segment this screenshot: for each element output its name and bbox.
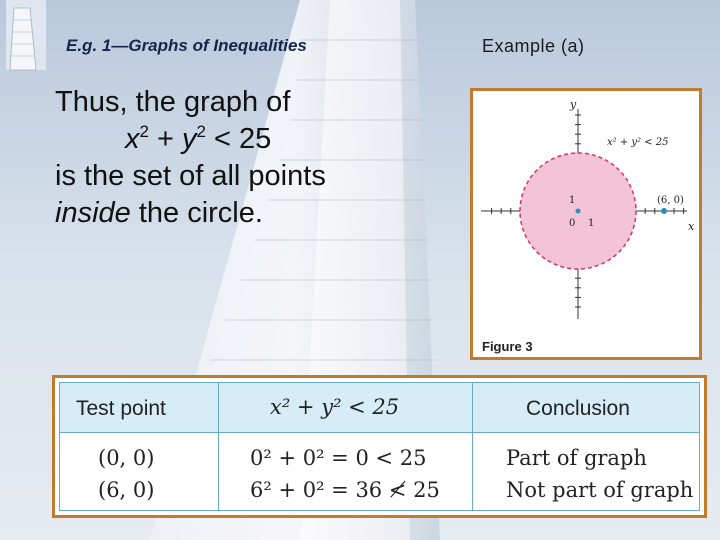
x-tick-1: 1	[588, 218, 595, 229]
eq-plus: +	[148, 123, 183, 155]
test-point-6-0	[661, 208, 667, 214]
body-text	[55, 84, 326, 232]
origin-point	[576, 209, 581, 214]
column-divider-1	[218, 383, 219, 510]
eq-tail: < 25	[206, 123, 272, 155]
test-point-table	[52, 375, 707, 518]
body-inside-word: inside	[55, 197, 131, 229]
eq-y: y	[182, 123, 197, 155]
header-test-point: Test point	[76, 397, 166, 420]
row-1-point: (0, 0)	[98, 446, 155, 470]
body-line-1: Thus, the graph of	[55, 86, 291, 118]
eq-exp-2: 2	[196, 122, 206, 141]
body-line-4-rest: the circle.	[130, 197, 263, 229]
inequality-label: x² + y² < 25	[607, 137, 669, 148]
eq-exp-1: 2	[139, 122, 149, 141]
body-line-4	[55, 195, 326, 232]
x-axis-label: x	[688, 220, 695, 233]
row-2-conclusion: Not part of graph	[506, 478, 694, 502]
row-1-conclusion: Part of graph	[506, 446, 647, 470]
header-conclusion: Conclusion	[526, 397, 630, 420]
y-axis-label: y	[570, 98, 577, 111]
example-label: Example (a)	[482, 36, 585, 56]
circle-graph	[473, 91, 699, 357]
origin-label: 0	[569, 218, 576, 229]
eq-x: x	[125, 123, 140, 155]
body-line-3: is the set of all points	[55, 160, 326, 192]
column-divider-2	[472, 383, 473, 510]
header-inequality: x² + y² < 25	[270, 395, 400, 419]
table-grid	[59, 382, 700, 511]
row-2-calc: 6² + 0² = 36 ≮ 25	[250, 478, 440, 502]
row-2-point: (6, 0)	[98, 478, 155, 502]
body-equation	[55, 121, 326, 158]
row-1-calc: 0² + 0² = 0 < 25	[250, 446, 427, 470]
point-label: (6, 0)	[657, 195, 684, 206]
y-tick-1: 1	[569, 195, 576, 206]
figure-3	[470, 88, 702, 360]
figure-caption: Figure 3	[482, 339, 533, 354]
slide-title: E.g. 1—Graphs of Inequalities	[66, 36, 307, 55]
